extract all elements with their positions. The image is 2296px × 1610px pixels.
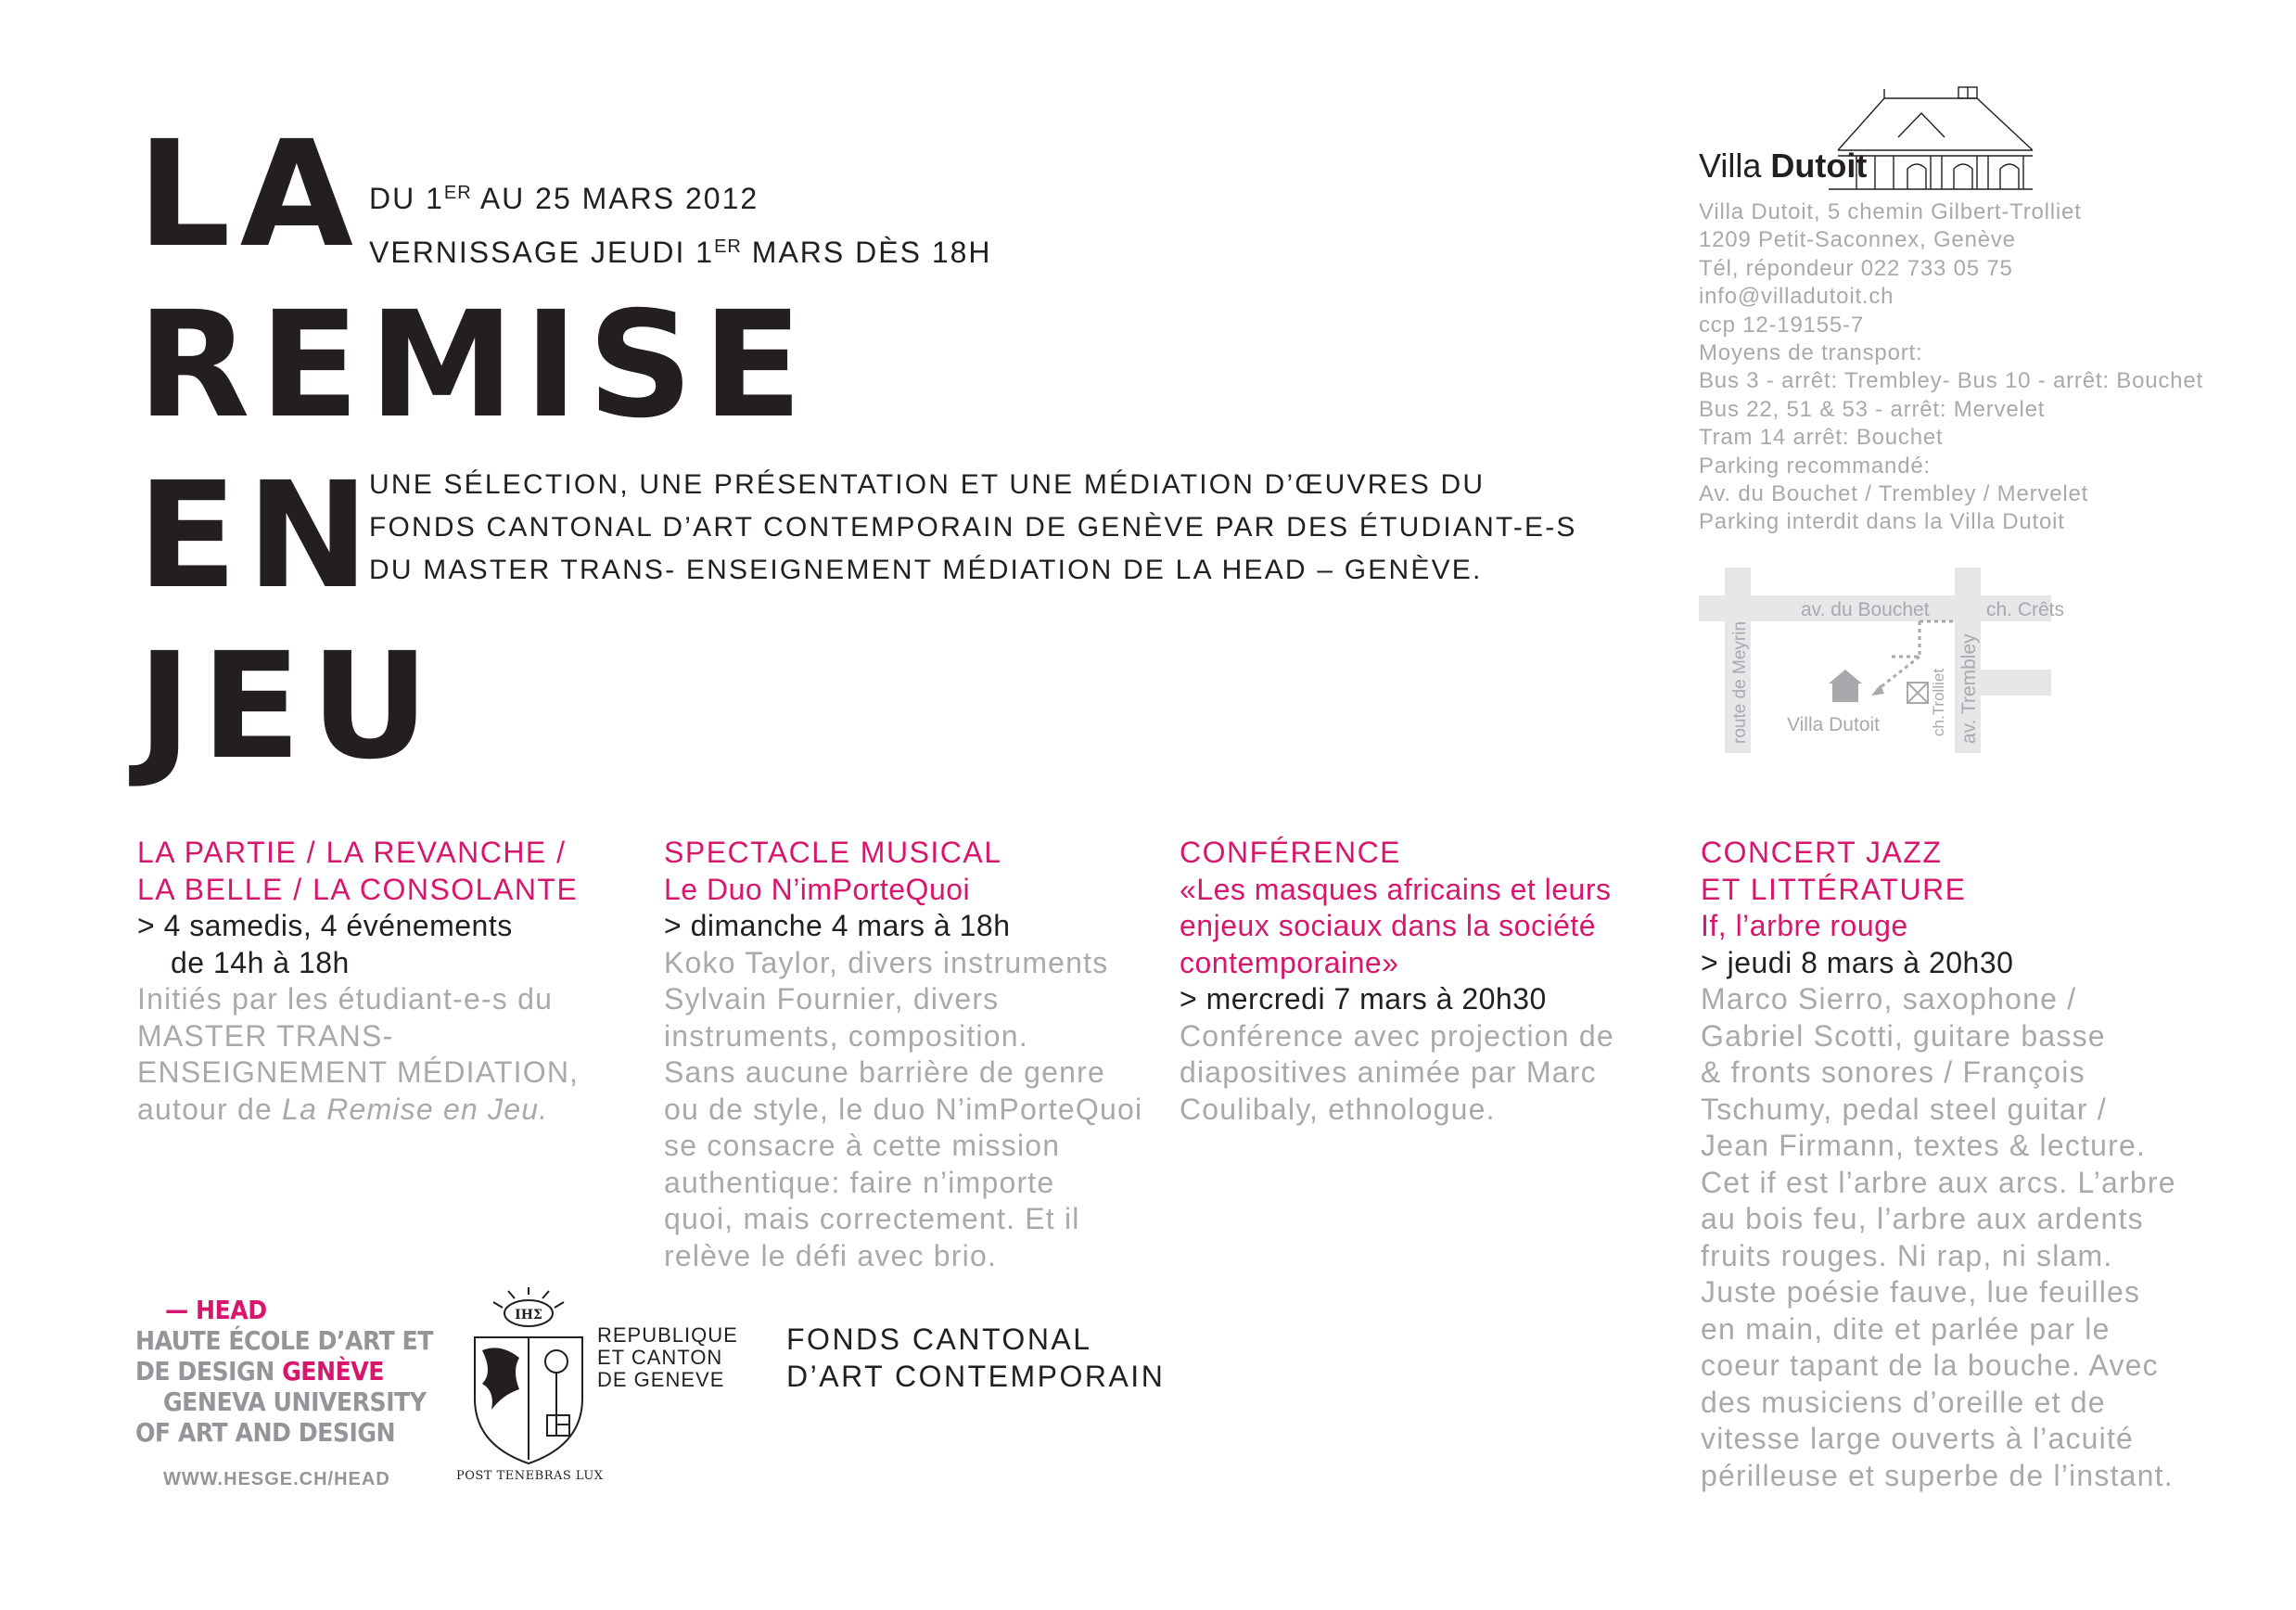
event-desc-line: relève le défi avec brio. xyxy=(664,1238,998,1272)
event-desc-line: Sylvain Fournier, divers xyxy=(664,982,1000,1016)
event-dates xyxy=(369,169,992,276)
event-column-partie xyxy=(137,835,579,1128)
map-road-side xyxy=(1981,670,2051,696)
transport-line: Bus 22, 51 & 53 - arrêt: Mervelet xyxy=(1699,396,2046,422)
date-range-end: AU 25 MARS 2012 xyxy=(471,182,759,215)
event-desc-line: Marco Sierro, saxophone / xyxy=(1701,982,2077,1016)
vernissage-end: MARS DÈS 18H xyxy=(741,236,992,269)
villa-house-icon xyxy=(1829,670,1862,702)
event-column-spectacle xyxy=(664,835,1142,1274)
fonds-line: D’ART CONTEMPORAIN xyxy=(786,1360,1166,1393)
head-logo-pre: DE DESIGN xyxy=(135,1356,283,1386)
fonds-cantonal-label xyxy=(786,1321,1165,1395)
event-title-line: LA PARTIE / LA REVANCHE / xyxy=(137,836,567,869)
map-label-trembley: av. Trembley xyxy=(1958,633,1980,744)
event-subtitle-line: contemporaine» xyxy=(1180,945,1399,979)
event-subtitle-line: «Les masques africains et leurs xyxy=(1180,872,1612,906)
villa-name xyxy=(1699,147,1867,185)
date-range xyxy=(369,169,992,223)
title-line-4: JEU xyxy=(137,621,440,792)
event-desc-line: périlleuse et superbe de l’instant. xyxy=(1701,1458,2174,1492)
event-desc-line: se consacre à cette mission xyxy=(664,1129,1061,1162)
villa-email[interactable]: info@villadutoit.ch xyxy=(1699,284,1894,310)
event-desc-line: authentique: faire n’importe xyxy=(664,1165,1055,1199)
map-label-trolliet: ch.Trolliet xyxy=(1930,668,1947,736)
title-line-2: REMISE xyxy=(137,280,812,451)
crest-sun-rays xyxy=(493,1287,564,1308)
date-range-start: DU 1 xyxy=(369,182,444,215)
geneva-crest-icon xyxy=(464,1287,593,1473)
event-column-concert xyxy=(1701,835,2176,1494)
event-desc-italic: La Remise en Jeu. xyxy=(282,1092,549,1126)
title-line-3: EN xyxy=(137,451,379,621)
event-title-line: LA BELLE / LA CONSOLANTE xyxy=(137,872,579,906)
event-desc-line: au bois feu, l’arbre aux ardents xyxy=(1701,1202,2144,1235)
event-desc-line: Initiés par les étudiant-e-s du xyxy=(137,982,554,1016)
event-when: > dimanche 4 mars à 18h xyxy=(664,909,1011,942)
parking-line: Av. du Bouchet / Trembley / Mervelet xyxy=(1699,481,2089,507)
event-desc-line: des musiciens d’oreille et de xyxy=(1701,1385,2106,1419)
crest-motto: POST TENEBRAS LUX xyxy=(456,1469,604,1483)
intro-line: DU MASTER TRANS- ENSEIGNEMENT MÉDIATION DE LA HEAD – GENÈVE. xyxy=(369,555,1483,585)
transport-line: Bus 3 - arrêt: Trembley- Bus 10 - arrêt: Bouchet xyxy=(1699,368,2203,394)
vernissage-start: VERNISSAGE JEUDI 1 xyxy=(369,236,715,269)
event-desc-pre: autour de xyxy=(137,1092,283,1126)
head-url-link[interactable]: WWW.HESGE.CH/HEAD xyxy=(163,1469,390,1489)
event-desc-line: Conférence avec projection de xyxy=(1180,1018,1614,1053)
event-desc-line: ENSEIGNEMENT MÉDIATION, xyxy=(137,1055,580,1089)
no-parking-icon xyxy=(1907,683,1928,703)
date-range-sup: ER xyxy=(443,183,472,203)
transport-line: Tram 14 arrêt: Bouchet xyxy=(1699,425,1944,451)
intro-line: FONDS CANTONAL D’ART CONTEMPORAIN DE GENÈVE PAR DES ÉTUDIANT-E-S xyxy=(369,512,1577,543)
republique-line: REPUBLIQUE xyxy=(597,1323,738,1347)
event-subtitle-line: enjeux sociaux dans la société xyxy=(1180,909,1597,942)
intro-line: UNE SÉLECTION, UNE PRÉSENTATION ET UNE MÉDIATION D’ŒUVRES DU xyxy=(369,469,1486,500)
event-when: > 4 samedis, 4 événements xyxy=(137,909,513,942)
head-logo-line xyxy=(135,1356,433,1386)
event-desc-line: vitesse large ouverts à l’acuité xyxy=(1701,1422,2135,1455)
event-desc-line: en main, dite et parlée par le xyxy=(1701,1311,2111,1346)
event-title-line: CONCERT JAZZ xyxy=(1701,836,1943,869)
intro-paragraph xyxy=(369,464,1577,592)
parking-heading: Parking recommandé: xyxy=(1699,453,1931,479)
republique-label xyxy=(597,1324,738,1391)
head-logo-line: — HEAD xyxy=(165,1295,267,1325)
villa-phone[interactable]: Tél, répondeur 022 733 05 75 xyxy=(1699,255,2013,281)
head-logo-line: HAUTE ÉCOLE D’ART ET xyxy=(135,1325,433,1356)
event-when-hours: de 14h à 18h xyxy=(171,945,350,979)
event-desc-line: Coulibaly, ethnologue. xyxy=(1180,1092,1496,1126)
event-desc-line: fruits rouges. Ni rap, ni slam. xyxy=(1701,1238,2113,1272)
event-subtitle: Le Duo N’imPorteQuoi xyxy=(664,872,971,906)
head-logo-line: GENEVA UNIVERSITY xyxy=(163,1386,427,1417)
head-logo-line: OF ART AND DESIGN xyxy=(135,1417,396,1448)
event-desc-line xyxy=(137,1092,579,1129)
head-logo-geneve: GENÈVE xyxy=(282,1356,384,1386)
villa-name-light: Villa xyxy=(1699,147,1771,185)
crest-eagle xyxy=(482,1348,519,1410)
event-when: > mercredi 7 mars à 20h30 xyxy=(1180,982,1547,1016)
event-desc-line: diapositives animée par Marc xyxy=(1180,1055,1597,1089)
vernissage-sup: ER xyxy=(714,236,742,257)
event-desc-line: Jean Firmann, textes & lecture. xyxy=(1701,1129,2147,1162)
event-title-line: ET LITTÉRATURE xyxy=(1701,872,1967,906)
map-label-villa: Villa Dutoit xyxy=(1787,714,1880,735)
map-label-crets: ch. Crêts xyxy=(1986,599,2065,620)
republique-line: ET CANTON xyxy=(597,1346,723,1369)
location-map xyxy=(1699,568,2065,753)
title-line-1: LA xyxy=(137,109,363,280)
event-column-conference xyxy=(1180,835,1614,1128)
parking-line: Parking interdit dans la Villa Dutoit xyxy=(1699,509,2065,535)
event-subtitle: If, l’arbre rouge xyxy=(1701,909,1908,942)
event-title: SPECTACLE MUSICAL xyxy=(664,836,1002,869)
event-desc-line: Juste poésie fauve, lue feuilles xyxy=(1701,1275,2141,1309)
event-desc-line: quoi, mais correctement. Et il xyxy=(664,1202,1080,1235)
event-when: > jeudi 8 mars à 20h30 xyxy=(1701,945,2014,979)
event-desc-line: MASTER TRANS- xyxy=(137,1018,394,1053)
event-title: CONFÉRENCE xyxy=(1180,836,1402,869)
event-desc-line: instruments, composition. xyxy=(664,1018,1028,1053)
event-desc-line: Koko Taylor, divers instruments xyxy=(664,945,1109,979)
republique-line: DE GENEVE xyxy=(597,1368,725,1391)
event-desc-line: Gabriel Scotti, guitare basse xyxy=(1701,1018,2106,1053)
event-desc-line: & fronts sonores / François xyxy=(1701,1055,2086,1089)
map-label-meyrin: route de Meyrin xyxy=(1730,620,1750,744)
event-desc-line: ou de style, le duo N’imPorteQuoi xyxy=(664,1092,1143,1126)
vernissage-date xyxy=(369,223,992,276)
villa-name-bold: Dutoit xyxy=(1770,147,1868,185)
villa-contact-info xyxy=(1699,198,2203,537)
event-desc-line: coeur tapant de la bouche. Avec xyxy=(1701,1348,2159,1382)
map-label-bouchet: av. du Bouchet xyxy=(1801,599,1930,620)
event-desc-line: Cet if est l’arbre aux arcs. L’arbre xyxy=(1701,1165,2176,1199)
villa-ccp: ccp 12-19155-7 xyxy=(1699,312,1864,338)
event-desc-line: Sans aucune barrière de genre xyxy=(664,1055,1105,1089)
transport-heading: Moyens de transport: xyxy=(1699,340,1923,366)
crest-ihs: IHΣ xyxy=(515,1308,542,1322)
villa-address: Villa Dutoit, 5 chemin Gilbert-Trolliet xyxy=(1699,199,2082,224)
head-logo xyxy=(135,1295,433,1448)
event-desc-line: Tschumy, pedal steel guitar / xyxy=(1701,1092,2107,1126)
fonds-line: FONDS CANTONAL xyxy=(786,1322,1092,1356)
villa-city: 1209 Petit-Saconnex, Genève xyxy=(1699,227,2016,253)
